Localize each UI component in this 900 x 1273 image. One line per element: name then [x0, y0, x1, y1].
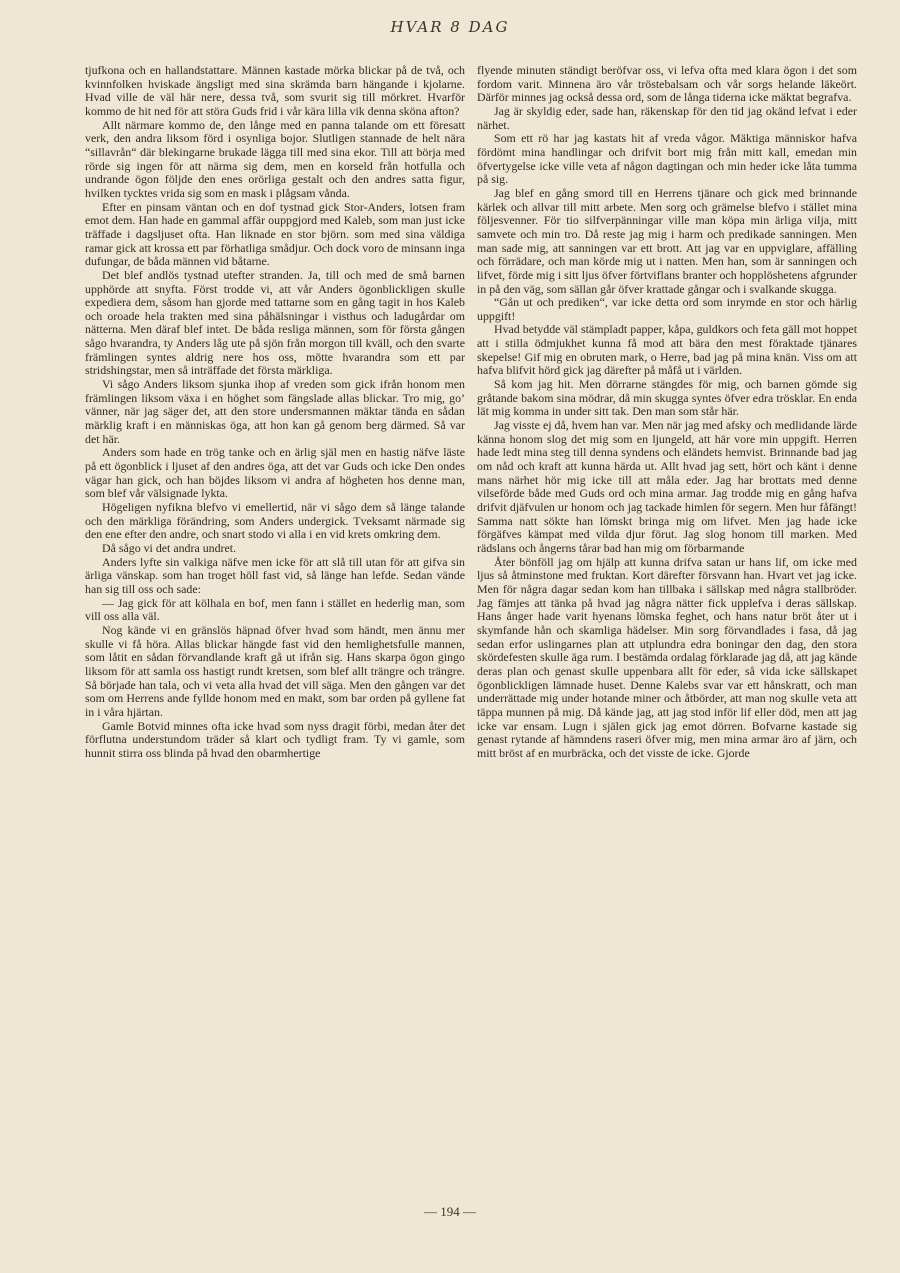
- right-column: [477, 64, 857, 760]
- paragraph: Jag blef en gång smord till en Herrens tjänare och gick med brinnande kärlek och allvar till mitt arbete. Men sorg och grämelse blefvo i stället mina följesvenner. För tio silfverpänningar ville man köpa min ärliga vilja, mitt samvete och min tro. Då reste jag mig i harm och predikade sanningen. Men man sade mig, att sanningen var ett brott. Att jag var en uppviglare, affälling och förrädare, och man körde mig ut i natten. Men han, som är sanningen och lifvet, förde mig i sitt ljus öfver förtviflans branter och hopplöshetens afgrunder in på den väg, som sällan går öfver krattade gångar och i svalkande skugga.: [477, 185, 857, 296]
- paragraph: Anders som hade en trög tanke och en ärlig själ men en hastig näfve läste på ett ögonblick i ljuset af den andres öga, att det var Guds och icke Den ondes vägar han gick, och han böjdes liksom vi andra af högheten hos denne man, som blef vår välsignade lykta.: [85, 445, 465, 501]
- paragraph: Åter bönföll jag om hjälp att kunna drifva satan ur hans lif, om icke med ljus så åtminstone med fruktan. Kort därefter försvann han. Hvart vet jag icke. Men för några dagar sedan kom han tillbaka i sällskap med några stallbröder. Jag fämjes att tänka på hvad jag några nätter fick upplefva i deras sällskap. Hans ånger hade varit hyenans lömska feghet, och hans natur bröt åter ut i skymfande hån och skamliga hädelser. Min sorg förvandlades i fasa, då jag sedan erfor uslingarnes plan att utplundra edra boningar den dag, den stora skördefesten skulle äga rum. I bestämda ordalag förklarade jag då, att jag kände deras plan och genast skulle uppenbara allt för eder, så vida icke sällskapet ögonblickligen lämnade huset. Denne Kalebs svar var ett hånskratt, och man underrättade mig under hotande miner och åtbörder, att man nog skulle veta att täppa munnen på mig. Då kände jag, att jag stod inför lif eller död, men att jag icke var ensam. Lugn i själen gick jag emot dörren. Bofvarne kastade sig genast rytande af hämndens raseri öfver mig, men mina armar äro af järn, och mitt bröst af en murbräcka, och det visste de icke. Gjorde: [477, 554, 857, 760]
- paragraph: Nog kände vi en gränslös häpnad öfver hvad som händt, men ännu mer skulle vi få höra. Allas blickar hängde fast vid den hemlighetsfulle mannen, som låtit en sådan förvandlande kraft gå ut ifrån sig. Hans skarpa ögon gingo liksom för att samla oss hastigt rundt kretsen, som blef allt trängre och trängre. Så började han tala, och vi veta alla hvad det vill säga. Men den gången var det som om Herrens ande fyllde honom med en makt, som bar orden på gyllene fat in i våra hjärtan.: [85, 622, 465, 719]
- paragraph: Det blef andlös tystnad utefter stranden. Ja, till och med de små barnen upphörde att snyfta. Först trodde vi, att vår Anders ögonblickligen skulle expediera dem, såsom han gjorde med tattarne som en gång tagit in hos Kaleb och oroade hela trakten med sina påhälsningar i visthus och ladugårdar om nätterna. Men däraf blef intet. De båda resliga männen, som för första gången sågo hvarandra, ty Anders låg ute på sjön från morgon till kväll, och den svarte främlingen syntes aldrig nere hos oss, mötte hvarandra som ett par stridshingstar, men så inträffade det första märkliga.: [85, 267, 465, 378]
- paragraph: Gamle Botvid minnes ofta icke hvad som nyss dragit förbi, medan åter det förflutna understundom träder så klart och tydligt fram. Ty vi gamle, som hunnit stirra oss blinda på hvad den obarmhertige: [85, 718, 465, 760]
- paragraph: tjufkona och en hallandstattare. Männen kastade mörka blickar på de två, och kvinnfolken hviskade ängsligt med sina skrämda barn hängande i kjolarne. Hvad ville de väl här nere, dessa två, som svurit sig till mörkret. Hvarför kommo de hit ned för att störa Guds frid i vår kära lilla vik denna sköna afton?: [85, 63, 465, 118]
- paragraph: Efter en pinsam väntan och en dof tystnad gick Stor-Anders, lotsen fram emot dem. Han hade en gammal affär ouppgjord med Kaleb, som man just icke träffade i dagsljuset ofta. Han liknade en stor björn. som med sina väldiga ramar gick att krossa ett par förhatliga smådjur. Och dock voro de minsann inga dufungar, de båda männen vid båtarne.: [85, 199, 465, 269]
- paragraph: Jag är skyldig eder, sade han, räkenskap för den tid jag okänd lefvat i eder närhet.: [477, 103, 857, 132]
- left-column: [85, 64, 465, 760]
- running-header: HVAR 8 DAG: [390, 18, 510, 36]
- page-number: — 194 —: [424, 1204, 476, 1219]
- paragraph: Vi sågo Anders liksom sjunka ihop af vreden som gick ifrån honom men främlingen liksom växa i en höghet som fängslade allas blickar. Tro mig, go’ vänner, när jag säger det, att den store undersmannen mäktar tända en sådan märklig kraft i en människas öga, att hon kan gå genom berg därmed. Så var det här.: [85, 377, 465, 446]
- paragraph: Som ett rö har jag kastats hit af vreda vågor. Mäktiga människor hafva fördömt mina handlingar och drifvit bort mig från mitt kall, emedan min öfvertygelse icke ville veta af någon dagtingan och min heder icke låta tumma på sig.: [477, 131, 857, 187]
- paragraph: flyende minuten ständigt beröfvar oss, vi lefva ofta med klara ögon i det som fordom varit. Minnena äro vår tröstebalsam och vår sorgs helande läkeört. Därför minnes jag också dessa ord, som de långa tiderna icke mäktat begrafva.: [477, 63, 857, 105]
- paragraph: “Gån ut och prediken“, var icke detta ord som inrymde en stor och härlig uppgift!: [477, 295, 857, 323]
- paragraph: Allt närmare kommo de, den långe med en panna talande om ett föresatt verk, den andra liksom förd i osynliga bojor. Slutligen stannade de helt nära “sillavrån“ där blekingarne brukade lägga till med sina ekor. Till att börja med rörde sig ingen för att närma sig dem, men en korseld från hotfulla och undrande ögon följde den enes orörliga gestalt och den andres satta figur, hvilken tycktes vrida sig som en mask i plågsam vånda.: [85, 117, 465, 200]
- paragraph: Jag visste ej då, hvem han var. Men när jag med afsky och medlidande lärde känna honom slog det mig som en ljungeld, att här vore min uppgift. Herren hade ledt mina steg till denna syndens och eländets hemvist. Brinnande bad jag om nåd och kraft att kunna härda ut. Allt hvad jag sett, hört och känt i denne mans närhet hör mig icke till att måla eder. Jag har brottats med denne vilseförde både med Guds ord och mina armar. Jag trodde mig en gång hafva drifvit djäfvulen ur honom och jag tackade himlen för segern. Men hur fåfängt! Samma natt sökte han lömskt bringa mig om lifvet. Men jag hade icke förgäfves kämpat med vilda djur förut. Jag slog honom till marken. Med rädslans och ångerns tårar bad han mig om förbarmande: [477, 418, 857, 555]
- paragraph: Högeligen nyfikna blefvo vi emellertid, när vi sågo dem så länge talande och den märkliga förändring, som Anders undergick. Tveksamt närmade sig den ene efter den andre, och snart stodo vi alla i en vid krets omkring dem.: [85, 500, 465, 542]
- paragraph: Då sågo vi det andra undret.: [102, 540, 237, 555]
- paragraph: Hvad betydde väl stämpladt papper, kåpa, guldkors och feta gäll mot hoppet att i stilla ödmjukhet kunna få mod att bära den mest föraktade tjänares skepelse! Gif mig en obruten mark, o Herre, bad jag på mina knän. Viss om att hafva blifvit hörd gick jag därefter på måfå ut i världen.: [477, 322, 857, 378]
- paragraph: Så kom jag hit. Men dörrarne stängdes för mig, och barnen gömde sig gråtande bakom sina mödrar, då min skugga syntes öfver edra trösklar. En enda lät mig komma in under sitt tak. Den man som står här.: [477, 377, 857, 419]
- paragraph: Anders lyfte sin valkiga näfve men icke för att slå till utan för att gifva sin ärliga vänskap. som han troget höll fast vid, så länge han lefde. Sedan vände han sig till oss och sade:: [85, 554, 465, 596]
- paragraph: — Jag gick för att kölhala en bof, men fann i stället en hederlig man, som vill oss alla väl.: [85, 595, 465, 624]
